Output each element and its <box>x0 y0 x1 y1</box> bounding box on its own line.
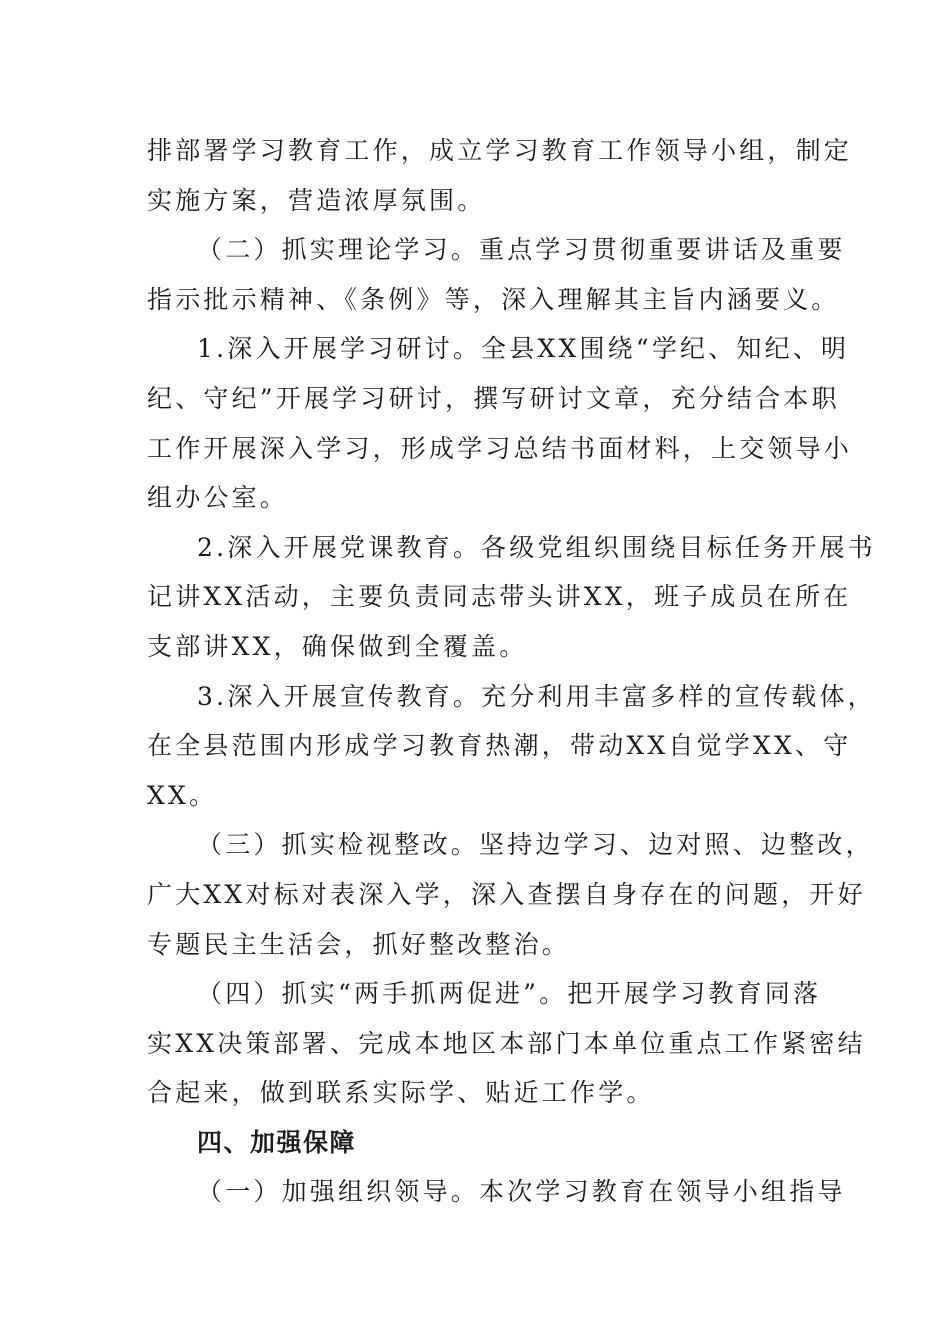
paragraph-line: （二）抓实理论学习。重点学习贯彻重要讲话及重要 <box>197 235 846 265</box>
paragraph-line: （四）抓实“两手抓两促进”。把开展学习教育同落 <box>197 979 822 1009</box>
paragraph-line: （一）加强组织领导。本次学习教育在领导小组指导 <box>197 1177 846 1207</box>
paragraph-line: 广大XX对标对表深入学，深入查摆自身存在的问题，开好 <box>147 879 866 909</box>
paragraph-line: 实XX决策部署、完成本地区本部门本单位重点工作紧密结 <box>147 1028 866 1058</box>
paragraph-line: 合起来，做到联系实际学、贴近工作学。 <box>147 1078 655 1108</box>
paragraph-line: 指示批示精神、《条例》等，深入理解其主旨内涵要义。 <box>147 284 840 314</box>
paragraph-line: （三）抓实检视整改。坚持边学习、边对照、边整改， <box>197 830 874 860</box>
paragraph-line: 1.深入开展学习研讨。全县XX围绕“学纪、知纪、明 <box>197 334 850 364</box>
paragraph-line: 排部署学习教育工作，成立学习教育工作领导小组，制定 <box>147 136 853 165</box>
paragraph-line: 组办公室。 <box>147 483 289 513</box>
paragraph-line: 在全县范围内形成学习教育热潮，带动XX自觉学XX、守 <box>147 731 852 761</box>
paragraph-line: 纪、守纪”开展学习研讨，撰写研讨文章，充分结合本职 <box>147 383 840 413</box>
paragraph-line: XX。 <box>147 780 218 810</box>
paragraph-line: 工作开展深入学习，形成学习总结书面材料，上交领导小 <box>147 433 853 463</box>
paragraph-line: 3.深入开展宣传教育。充分利用丰富多样的宣传载体， <box>197 681 876 711</box>
paragraph-line: 2.深入开展党课教育。各级党组织围绕目标任务开展书 <box>197 532 876 562</box>
paragraph-line: 专题民主生活会，抓好整改整治。 <box>147 929 571 959</box>
paragraph-line: 支部讲XX，确保做到全覆盖。 <box>147 631 528 661</box>
section-heading: 四、加强保障 <box>197 1127 357 1157</box>
document-body <box>147 126 876 1217</box>
paragraph-line: 实施方案，营造浓厚氛围。 <box>147 185 486 215</box>
paragraph-line: 记讲XX活动，主要负责同志带头讲XX，班子成员在所在 <box>147 582 852 612</box>
